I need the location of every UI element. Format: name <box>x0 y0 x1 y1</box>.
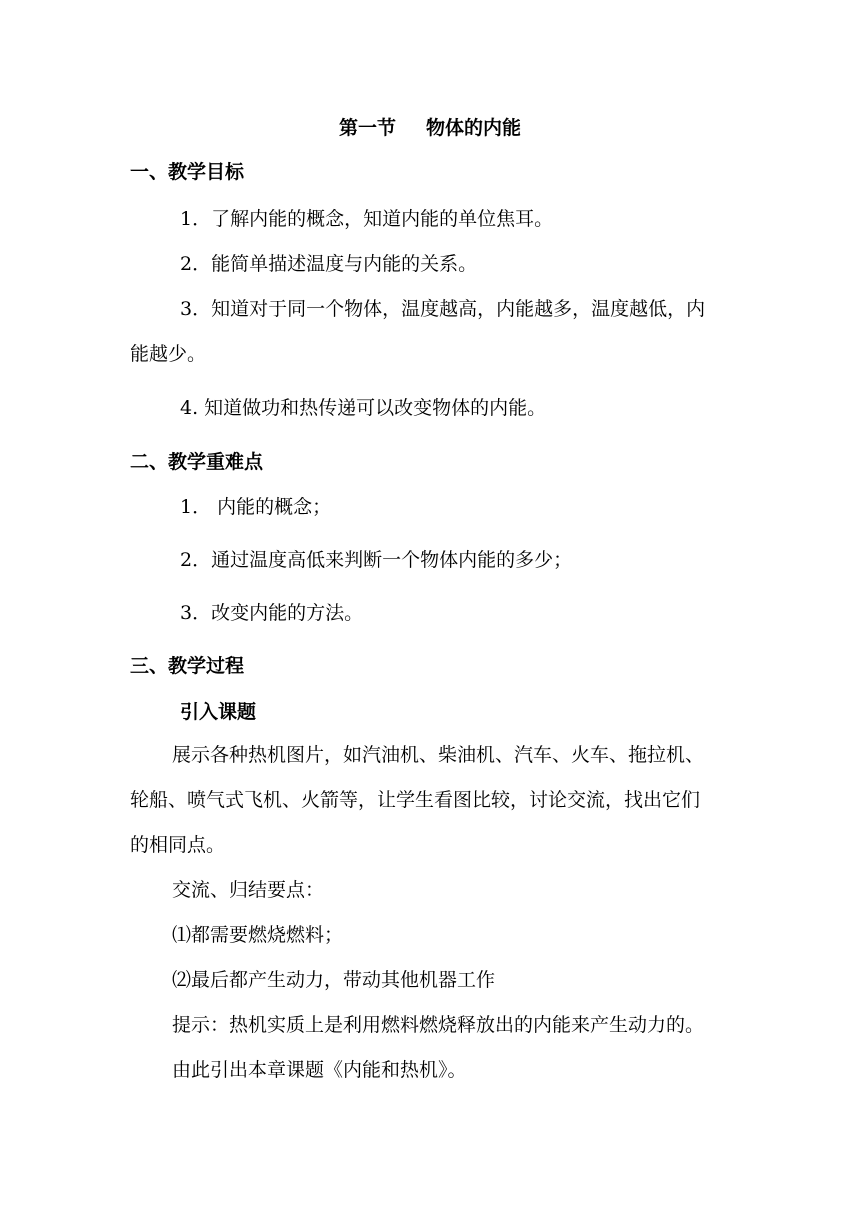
keypoint-item-3: 3．改变内能的方法。 <box>180 602 364 624</box>
goal-item-3-continued: 能越少。 <box>130 343 207 365</box>
paragraph-line-2: 轮船、喷气式飞机、火箭等，让学生看图比较，讨论交流，找出它们 <box>130 789 701 811</box>
goal-item-4: 4. 知道做功和热传递可以改变物体的内能。 <box>180 397 547 419</box>
hint-text: 提示：热机实质上是利用燃料燃烧释放出的内能来产生动力的。 <box>172 1014 705 1036</box>
heading-goals: 一、教学目标 <box>130 161 245 183</box>
summary-intro: 交流、归结要点： <box>172 879 325 901</box>
goal-item-2: 2．能简单描述温度与内能的关系。 <box>180 253 478 275</box>
heading-process: 三、教学过程 <box>130 655 245 677</box>
subheading-intro: 引入课题 <box>180 701 257 723</box>
keypoint-item-2: 2．通过温度高低来判断一个物体内能的多少； <box>180 549 573 571</box>
section-number: 第一节 <box>338 117 396 139</box>
paragraph-line-1: 展示各种热机图片，如汽油机、柴油机、汽车、火车、拖拉机、 <box>172 744 705 766</box>
section-name: 物体的内能 <box>426 117 522 139</box>
summary-point-2: ⑵最后都产生动力，带动其他机器工作 <box>172 969 496 991</box>
document-title <box>0 115 860 141</box>
summary-point-1: ⑴都需要燃烧燃料； <box>172 924 344 946</box>
heading-keypoints: 二、教学重难点 <box>130 451 264 473</box>
goal-item-3: 3．知道对于同一个物体，温度越高，内能越多，温度越低，内 <box>180 298 706 320</box>
paragraph-line-3: 的相同点。 <box>130 834 226 856</box>
conclusion-text: 由此引出本章课题《内能和热机》。 <box>172 1059 467 1081</box>
keypoint-item-1: 1． 内能的概念； <box>180 496 332 518</box>
goal-item-1: 1．了解内能的概念，知道内能的单位焦耳。 <box>180 208 554 230</box>
